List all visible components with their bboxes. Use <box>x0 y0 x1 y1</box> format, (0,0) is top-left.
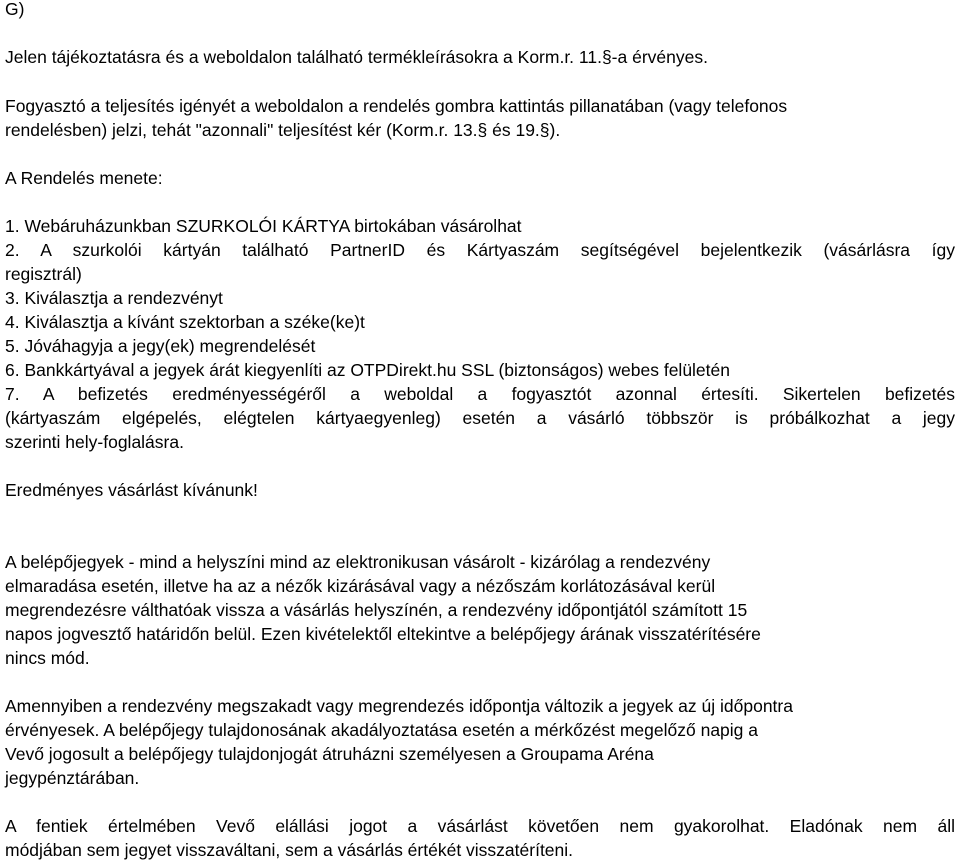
order-step-5: 5. Jóváhagyja a jegy(ek) megrendelését <box>5 336 316 356</box>
order-step-7-line-1: 7. A befizetés eredményességéről a weboldal a fogyasztót azonnal értesíti. Sikertelen befizetés <box>5 384 955 404</box>
order-heading: A Rendelés menete: <box>5 168 163 188</box>
change-paragraph-line-4: jegypénztárában. <box>5 768 140 788</box>
refund-paragraph-line-3: megrendezésre válthatóak vissza a vásárlás helyszínén, a rendezvény időpontjától számított 15 <box>5 600 748 620</box>
consumer-paragraph-line-1: Fogyasztó a teljesítés igényét a weboldalon a rendelés gombra kattintás pillanatában (vagy telefonos <box>5 96 788 116</box>
refund-paragraph-line-5: nincs mód. <box>5 648 90 668</box>
order-step-3: 3. Kiválasztja a rendezvényt <box>5 288 223 308</box>
order-step-4: 4. Kiválasztja a kívánt szektorban a széke(ke)t <box>5 312 365 332</box>
withdrawal-paragraph-line-1: A fentiek értelmében Vevő elállási jogot a vásárlást követően nem gyakorolhat. Eladónak nem áll <box>5 816 955 836</box>
validity-statement: Jelen tájékoztatásra és a weboldalon található termékleírásokra a Korm.r. 11.§-a érvényes. <box>5 47 708 67</box>
order-step-1: 1. Webáruházunkban SZURKOLÓI KÁRTYA birtokában vásárolhat <box>5 216 522 236</box>
closing-wish: Eredményes vásárlást kívánunk! <box>5 480 258 500</box>
order-step-2-line-1: 2. A szurkolói kártyán található PartnerID és Kártyaszám segítségével bejelentkezik (vásárlásra így <box>5 240 955 260</box>
refund-paragraph-line-1: A belépőjegyek - mind a helyszíni mind az elektronikusan vásárolt - kizárólag a rendezvény <box>5 552 711 572</box>
order-step-6: 6. Bankkártyával a jegyek árát kiegyenlíti az OTPDirekt.hu SSL (biztonságos) webes felületén <box>5 360 730 380</box>
order-step-7-line-2: (kártyaszám elgépelés, elégtelen kártyaegyenleg) esetén a vásárló többször is próbálkozhat a jegy <box>5 408 955 428</box>
change-paragraph-line-2: érvényesek. A belépőjegy tulajdonosának akadályoztatása esetén a mérkőzést megelőző napig a <box>5 720 758 740</box>
section-marker: G) <box>5 0 25 19</box>
document-page <box>5 0 955 862</box>
change-paragraph-line-1: Amennyiben a rendezvény megszakadt vagy megrendezés időpontja változik a jegyek az új időpontra <box>5 696 793 716</box>
refund-paragraph-line-2: elmaradása esetén, illetve ha az a nézők kizárásával vagy a nézőszám korlátozásával kerül <box>5 576 716 596</box>
refund-paragraph-line-4: napos jogvesztő határidőn belül. Ezen kivételektől eltekintve a belépőjegy árának visszatérítésére <box>5 624 761 644</box>
change-paragraph-line-3: Vevő jogosult a belépőjegy tulajdonjogát átruházni személyesen a Groupama Aréna <box>5 744 654 764</box>
order-step-2-line-2: regisztrál) <box>5 264 82 284</box>
order-step-7-line-3: szerinti hely-foglalásra. <box>5 432 184 452</box>
withdrawal-paragraph-line-2: módjában sem jegyet visszaváltani, sem a vásárlás értékét visszatéríteni. <box>5 840 574 860</box>
consumer-paragraph-line-2: rendelésben) jelzi, tehát "azonnali" teljesítést kér (Korm.r. 13.§ és 19.§). <box>5 120 561 140</box>
